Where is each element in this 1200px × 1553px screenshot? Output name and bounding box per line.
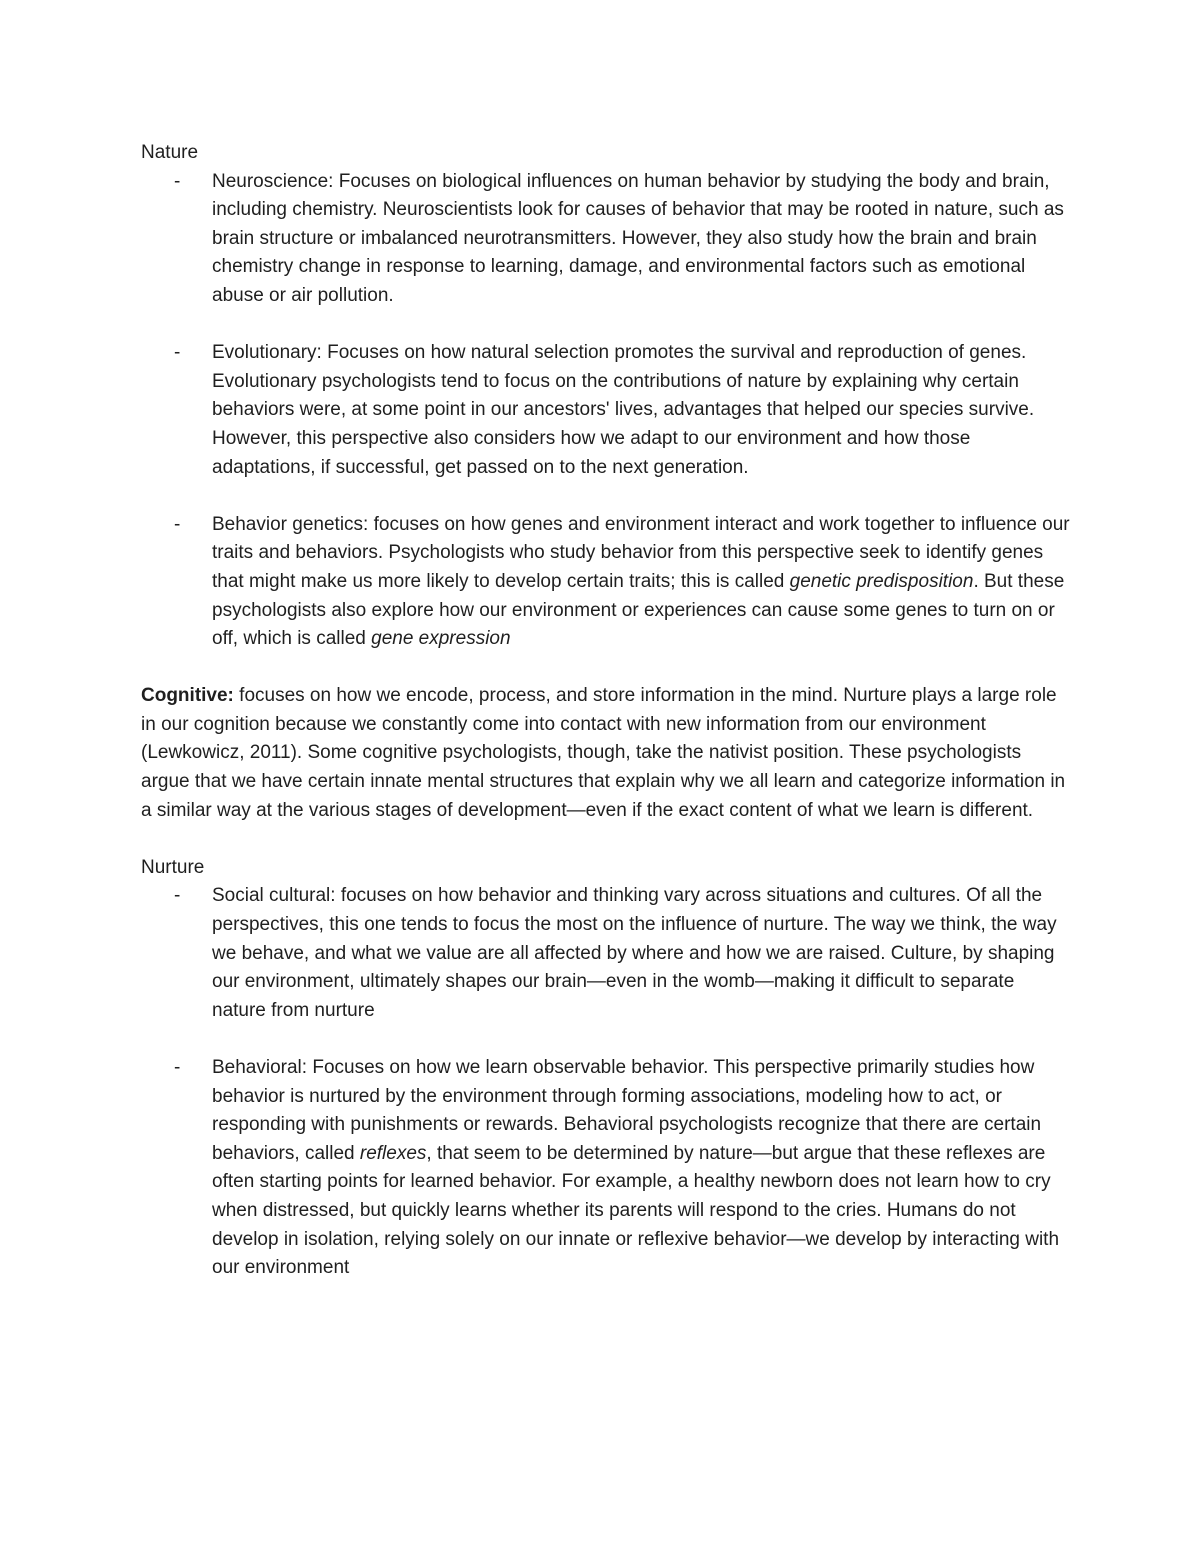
nurture-list bbox=[141, 882, 1071, 1282]
nature-heading: Nature bbox=[141, 142, 199, 163]
term-gene-expression: gene expression bbox=[371, 628, 511, 650]
list-dash: - bbox=[174, 342, 181, 364]
nurture-heading: Nurture bbox=[141, 856, 205, 878]
cognitive-paragraph bbox=[141, 682, 1071, 825]
list-dash: - bbox=[174, 513, 181, 535]
spacer bbox=[141, 654, 1071, 683]
list-item-neuroscience bbox=[141, 168, 1071, 311]
cognitive-label: Cognitive: bbox=[141, 685, 234, 707]
cognitive-text: focuses on how we encode, process, and store information in the mind. Nurture plays a large role in our cognition because we constantly come into contact with new information from our environment (Lewkowicz, 2011). Some cognitive psychologists, though, take the nativist position. These psychologists argue that we have certain innate mental structures that explain why we all learn and categorize information in a similar way at the various stages of development—even if the exact content of what we learn is different. bbox=[141, 685, 1066, 821]
list-item-behavioral bbox=[141, 1054, 1071, 1283]
list-item-social-cultural bbox=[141, 882, 1071, 1025]
list-item-behavior-genetics bbox=[141, 511, 1071, 654]
list-dash: - bbox=[174, 170, 181, 192]
spacer bbox=[141, 825, 1071, 854]
item-text: Social cultural: focuses on how behavior and thinking vary across situations and cultures. Of all the perspectives, this one tends to focus the most on the influence of nurture. The way we think, the way we behave, and what we value are all affected by where and how we are raised. Culture, by shaping our environment, ultimately shapes our brain—even in the womb—making it difficult to separate nature from nurture bbox=[212, 885, 1057, 1021]
list-item-evolutionary bbox=[141, 339, 1071, 482]
item-text: Behavioral: Focuses on how we learn observable behavior. This perspective primarily studies how behavior is nurtured by the environment through forming associations, modeling how to act, or responding with punishments or rewards. Behavioral psychologists recognize that there are certain behaviors, called bbox=[212, 1057, 1042, 1164]
list-dash: - bbox=[174, 885, 181, 907]
item-text: Evolutionary: Focuses on how natural selection promotes the survival and reproduction of genes. Evolutionary psychologists tend to focus on the contributions of nature by explaining why certain behaviors were, at some point in our ancestors' lives, advantages that helped our species survive. However, this perspective also considers how we adapt to our environment and how those adaptations, if successful, get passed on to the next generation. bbox=[212, 342, 1035, 478]
item-text: Behavior genetics: focuses on how genes and environment interact and work together to influence our traits and behaviors. Psychologists who study behavior from this perspective seek to identify genes that might make us more likely to develop certain traits; this is called bbox=[212, 513, 1070, 592]
nature-list bbox=[141, 168, 1071, 654]
item-text: Neuroscience: Focuses on biological influences on human behavior by studying the body and brain, including chemistry. Neuroscientists look for causes of behavior that may be rooted in nature, such as brain structure or imbalanced neurotransmitters. However, they also study how the brain and brain chemistry change in response to learning, damage, and environmental factors such as emotional abuse or air pollution. bbox=[212, 170, 1064, 306]
list-dash: - bbox=[174, 1057, 181, 1078]
term-genetic-predisposition: genetic predisposition bbox=[789, 570, 974, 592]
document-page bbox=[141, 139, 1071, 1283]
item-text-continued: . But these psychologists also explore how our environment or experiences can cause some genes to turn on or off, which is called bbox=[212, 570, 1065, 650]
item-text-continued: , that seem to be determined by nature—but argue that these reflexes are often starting points for learned behavior. For example, a healthy newborn does not learn how to cry when distressed, but quickly learns whether its parents will respond to the cries. Humans do not develop in isolation, relying solely on our innate or reflexive behavior—we develop by interacting with our environment bbox=[212, 1142, 1060, 1279]
term-reflexes: reflexes bbox=[359, 1142, 427, 1164]
